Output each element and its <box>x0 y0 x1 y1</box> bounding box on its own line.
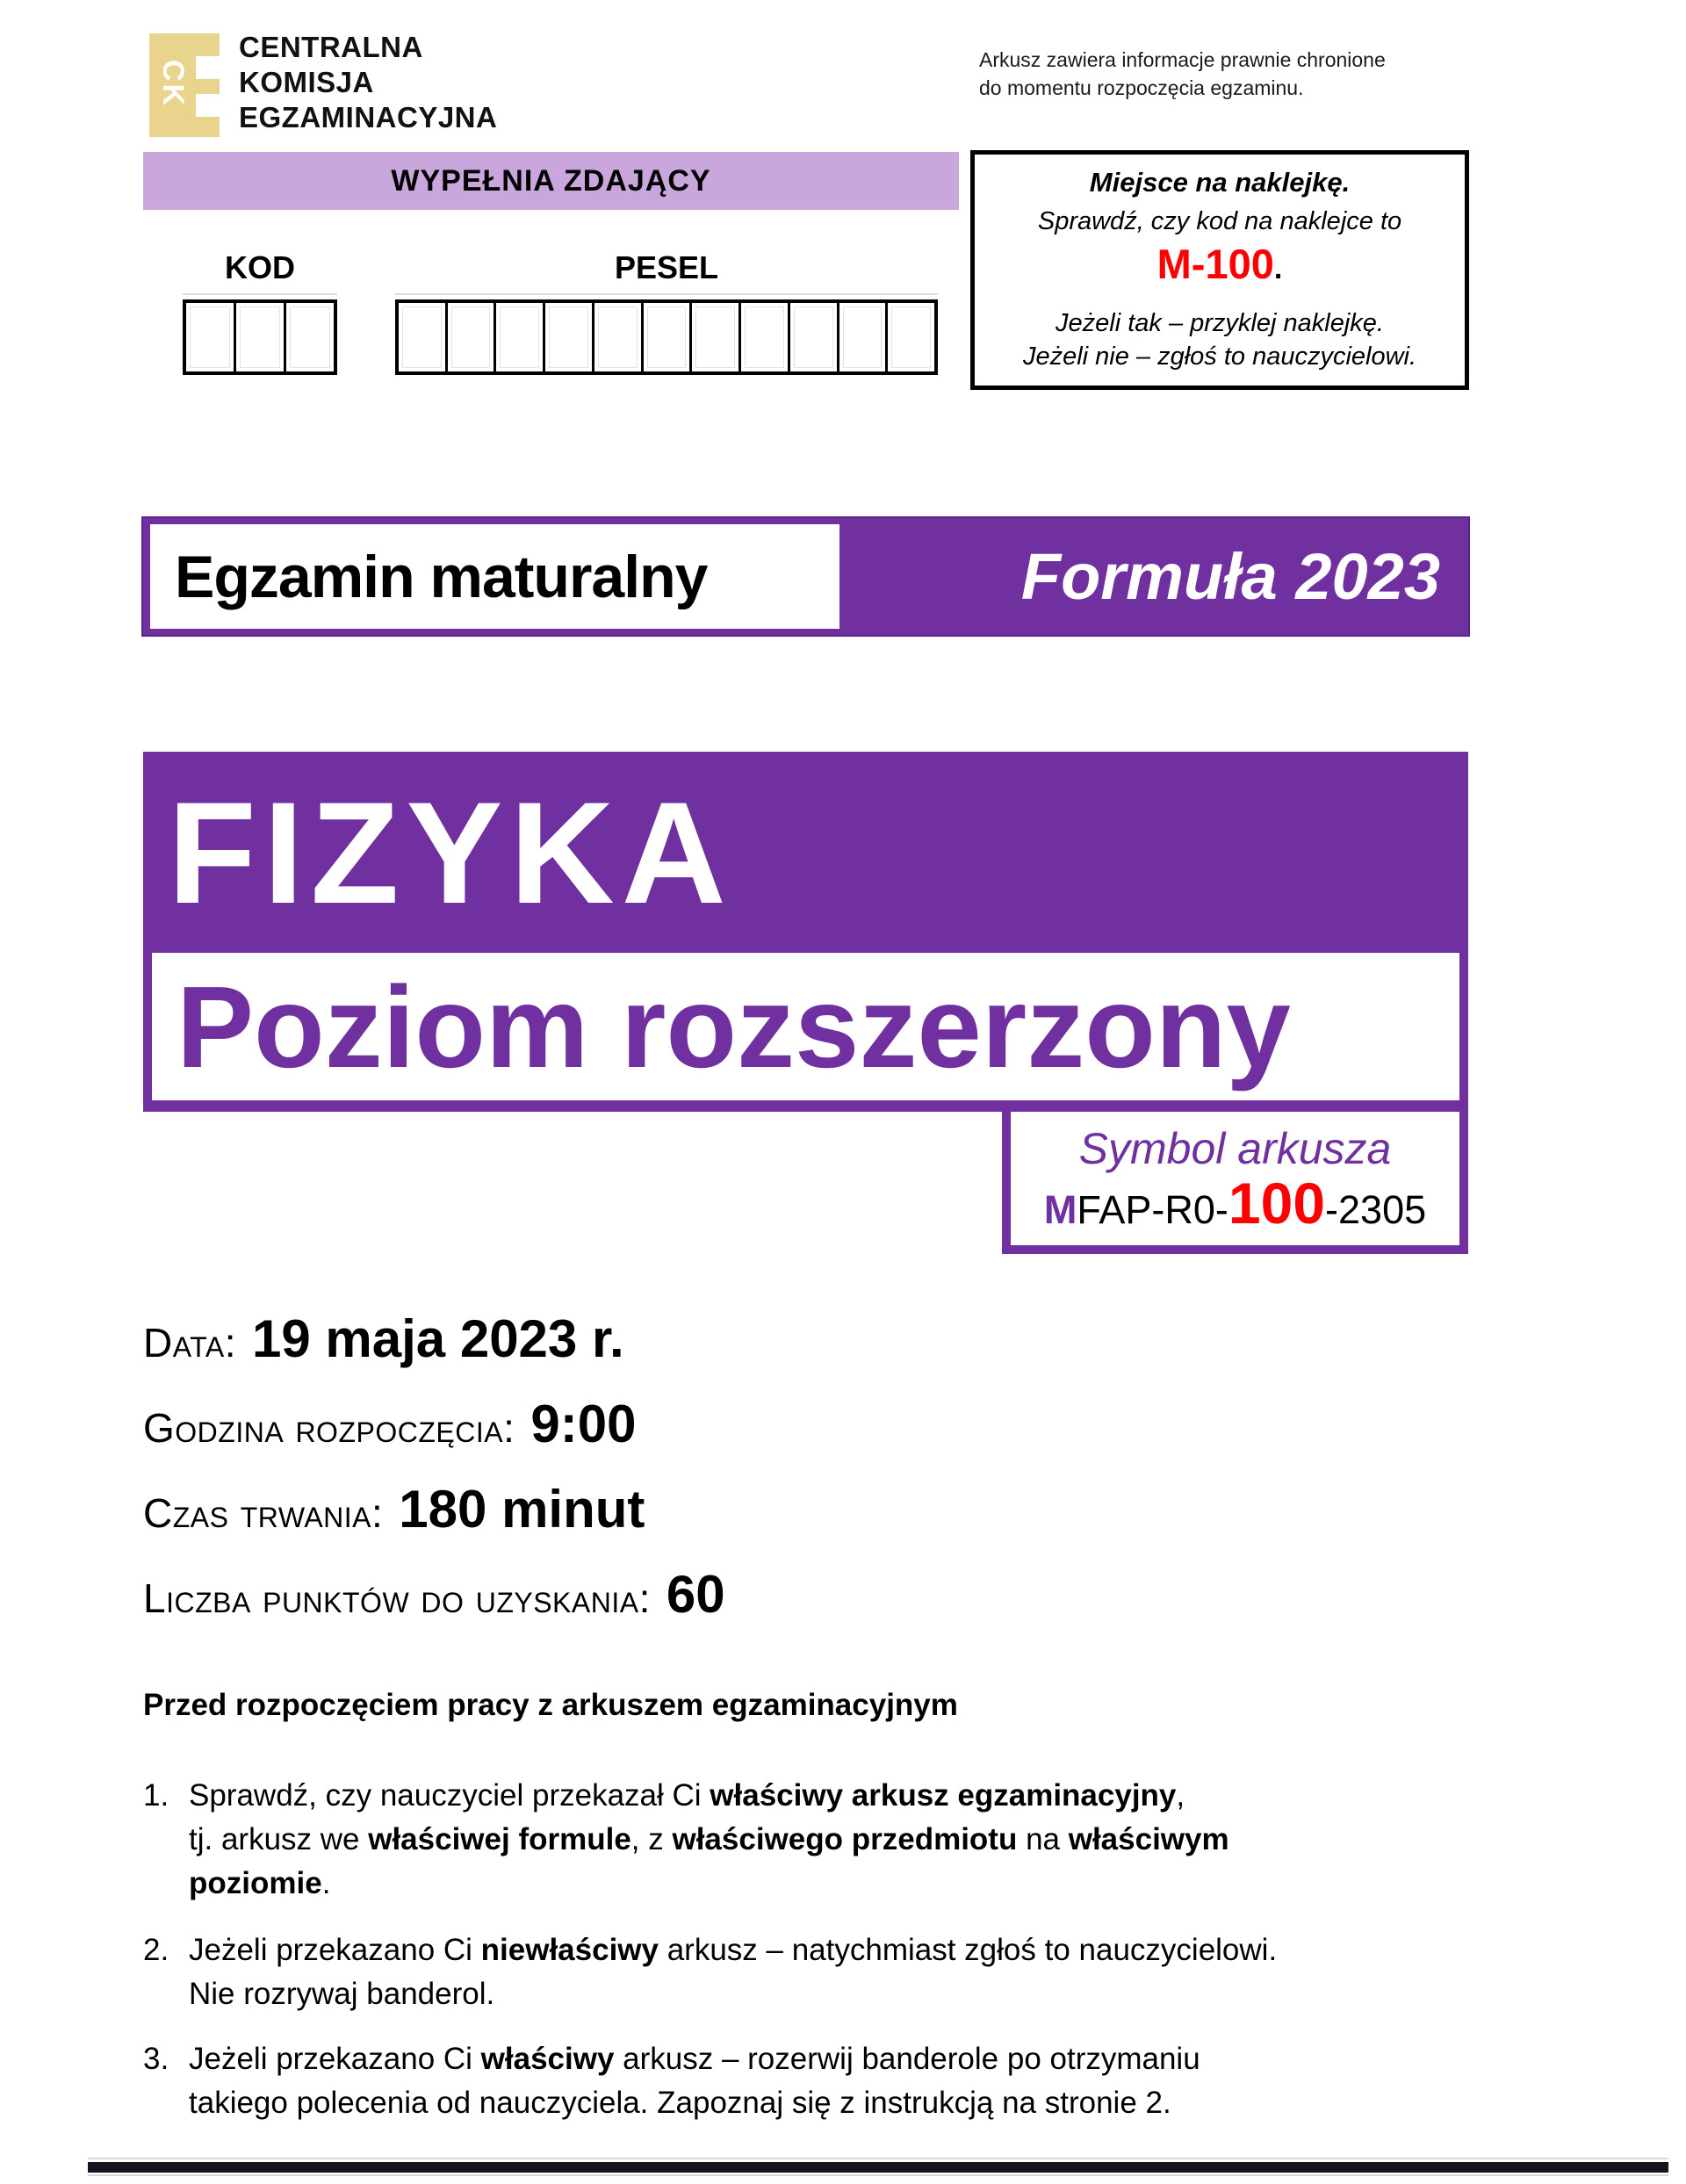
detail-value: 9:00 <box>530 1395 637 1453</box>
instructions-heading: Przed rozpoczęciem pracy z arkuszem egzaminacyjnym <box>143 1688 958 1722</box>
sticker-placement-box <box>970 150 1469 390</box>
exam-name-box <box>150 524 839 629</box>
sheet-symbol-accent: M <box>1043 1187 1077 1232</box>
code-cell <box>234 303 284 371</box>
logo-e-notch <box>196 56 220 79</box>
code-cell <box>399 303 445 371</box>
sticker-yes-line: Jeżeli tak – przyklej naklejkę. <box>1056 309 1384 337</box>
subject-title: FIZYKA <box>168 771 733 933</box>
sheet-symbol-mid: FAP-R0- <box>1077 1187 1228 1232</box>
level-title: Poziom rozszerzony <box>177 962 1291 1092</box>
detail-row-max-points <box>143 1564 725 1625</box>
pesel-cell-row <box>395 299 938 375</box>
code-cell <box>592 303 641 371</box>
exam-name: Egzamin maturalny <box>175 543 708 610</box>
exam-banner <box>143 518 1468 635</box>
formula-label: Formuła 2023 <box>1020 540 1440 613</box>
pesel-boxes <box>395 299 938 375</box>
cke-logo-icon <box>149 33 220 137</box>
kod-label: KOD <box>225 249 295 285</box>
code-cell <box>641 303 690 371</box>
detail-label: Czas trwania: <box>143 1490 384 1536</box>
instruction-number: 3. <box>143 2042 169 2076</box>
candidate-section-title: WYPEŁNIA ZDAJĄCY <box>391 163 711 198</box>
code-cell <box>739 303 788 371</box>
legal-notice-line: Arkusz zawiera informacje prawnie chronione <box>979 48 1386 71</box>
detail-row-duration <box>143 1479 645 1539</box>
sheet-symbol-label: Symbol arkusza <box>1078 1124 1392 1173</box>
detail-value: 180 minut <box>399 1480 645 1539</box>
legal-notice-line: do momentu rozpoczęcia egzaminu. <box>979 76 1304 99</box>
instruction-item <box>143 1928 1478 2016</box>
detail-value: 60 <box>666 1565 725 1624</box>
code-cell <box>543 303 592 371</box>
kod-cell-row <box>183 299 337 375</box>
code-cell <box>284 303 334 371</box>
instruction-number: 2. <box>143 1933 169 1967</box>
code-cell <box>186 303 234 371</box>
footer-rule-dark <box>88 2162 1668 2173</box>
instruction-item <box>143 2037 1478 2125</box>
subject-banner <box>143 752 1468 1112</box>
logo-ck-monogram: CK <box>156 60 190 109</box>
divider-line <box>395 293 938 295</box>
institution-name-line: CENTRALNA <box>239 31 423 63</box>
sticker-code: M-100 <box>1156 241 1274 287</box>
institution-name-line: EGZAMINACYJNA <box>239 101 498 133</box>
code-cell <box>445 303 494 371</box>
level-box <box>152 953 1459 1100</box>
kod-boxes <box>183 299 337 375</box>
sticker-no-line: Jeżeli nie – zgłoś to nauczycielowi. <box>1022 342 1417 371</box>
sticker-code-line <box>1157 240 1283 299</box>
instruction-text: Jeżeli przekazano Ci niewłaściwy arkusz – natychmiast zgłoś to nauczycielowi. Nie rozrywaj banderol. <box>189 1933 1278 2011</box>
detail-row-date <box>143 1308 624 1369</box>
institution-name-line: KOMISJA <box>239 66 374 98</box>
instruction-number: 1. <box>143 1778 169 1813</box>
sheet-symbol-code <box>1043 1171 1427 1236</box>
footer-rule-light <box>88 2174 1668 2176</box>
footer-rule <box>88 2158 1668 2176</box>
detail-value: 19 maja 2023 r. <box>251 1309 624 1368</box>
sticker-title: Miejsce na naklejkę. <box>1089 167 1351 198</box>
sticker-check-line: Sprawdź, czy kod na naklejce to <box>1037 207 1402 235</box>
instruction-text: Jeżeli przekazano Ci właściwy arkusz – rozerwij banderole po otrzymaniu takiego polecenia od nauczyciela. Zapoznaj się z instrukcją na stronie 2. <box>189 2042 1200 2120</box>
sheet-symbol-highlight: 100 <box>1228 1171 1326 1236</box>
logo-e-notch <box>196 94 220 117</box>
sheet-symbol-box <box>1002 1103 1468 1254</box>
candidate-section-bar <box>143 152 959 210</box>
footer-rule-light <box>88 2158 1668 2159</box>
institution-name <box>239 30 497 135</box>
detail-label: Godzina rozpoczęcia: <box>143 1405 515 1451</box>
divider-line <box>183 293 337 295</box>
pesel-label: PESEL <box>614 249 719 285</box>
code-cell <box>885 303 934 371</box>
code-cell <box>788 303 837 371</box>
legal-notice <box>979 46 1386 102</box>
sheet-symbol-suffix: -2305 <box>1325 1187 1427 1232</box>
instruction-text: Sprawdź, czy nauczyciel przekazał Ci właściwy arkusz egzaminacyjny, tj. arkusz we właściwej formule, z właściwego przedmiotu na właściwym poziomie. <box>189 1778 1229 1900</box>
sticker-code-period: . <box>1273 252 1283 285</box>
detail-label: Data: <box>143 1320 236 1366</box>
code-cell <box>494 303 543 371</box>
code-cell <box>689 303 739 371</box>
detail-row-start-time <box>143 1394 636 1454</box>
instruction-item <box>143 1774 1478 1906</box>
code-cell <box>837 303 886 371</box>
detail-label: Liczba punktów do uzyskania: <box>143 1575 651 1621</box>
